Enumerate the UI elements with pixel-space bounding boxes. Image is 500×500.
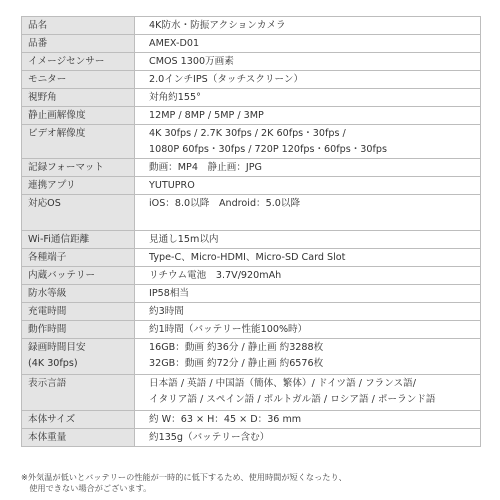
spec-value-text: 4K防水・防振アクションカメラ bbox=[149, 20, 286, 31]
spec-label bbox=[22, 339, 135, 375]
spec-value bbox=[135, 321, 481, 339]
spec-label bbox=[22, 35, 135, 53]
spec-value bbox=[135, 429, 481, 447]
spec-row bbox=[22, 177, 481, 195]
spec-value-text: 約 W：63 × H：45 × D：36 mm bbox=[149, 414, 302, 425]
spec-value-text: 日本語 / 英語 / 中国語（簡体、繁体）/ ドイツ語 / フランス語/ bbox=[149, 378, 416, 389]
spec-label-text: 各種端子 bbox=[28, 252, 67, 263]
spec-label-text: モニター bbox=[28, 74, 67, 85]
spec-label bbox=[22, 125, 135, 159]
spec-value bbox=[135, 107, 481, 125]
spec-row bbox=[22, 107, 481, 125]
footnote-line: 使用できない場合がございます。 bbox=[21, 483, 152, 493]
spec-label bbox=[22, 411, 135, 429]
spec-label bbox=[22, 107, 135, 125]
spec-value bbox=[135, 53, 481, 71]
spec-value-text: 2.0インチIPS（タッチスクリーン） bbox=[149, 74, 304, 85]
spec-value bbox=[135, 285, 481, 303]
spec-row bbox=[22, 303, 481, 321]
spec-value-text: 4K 30fps / 2.7K 30fps / 2K 60fps・30fps / bbox=[149, 128, 346, 139]
spec-label-text: 記録フォーマット bbox=[28, 162, 104, 173]
footnote bbox=[21, 472, 491, 494]
spec-label-text: 静止画解像度 bbox=[28, 110, 86, 121]
spec-label-text: 連携アプリ bbox=[28, 180, 76, 191]
spec-value-text: Type-C、Micro-HDMI、Micro-SD Card Slot bbox=[149, 252, 346, 263]
spec-value bbox=[135, 411, 481, 429]
spec-value bbox=[135, 89, 481, 107]
spec-value-text: 対角約155° bbox=[149, 92, 201, 103]
spec-label-text: 内蔵バッテリー bbox=[28, 270, 96, 281]
spec-value bbox=[135, 249, 481, 267]
spec-value bbox=[135, 339, 481, 375]
spec-label-text: ビデオ解像度 bbox=[28, 128, 86, 139]
spec-label-text: 品番 bbox=[28, 38, 48, 49]
spec-row bbox=[22, 285, 481, 303]
spec-row bbox=[22, 321, 481, 339]
spec-label bbox=[22, 285, 135, 303]
spec-label-text: 本体サイズ bbox=[28, 414, 76, 425]
spec-value-text: イタリア語 / スペイン語 / ポルトガル語 / ロシア語 / ポーランド語 bbox=[149, 394, 436, 405]
spec-value-text: 見通し15m以内 bbox=[149, 234, 219, 245]
spec-label bbox=[22, 159, 135, 177]
spec-label-text: 品名 bbox=[28, 20, 48, 31]
spec-row bbox=[22, 375, 481, 411]
spec-row bbox=[22, 17, 481, 35]
spec-label bbox=[22, 177, 135, 195]
spec-label-text: イメージセンサー bbox=[28, 56, 105, 67]
spec-row bbox=[22, 53, 481, 71]
spec-label bbox=[22, 249, 135, 267]
spec-row bbox=[22, 339, 481, 375]
spec-value-text: 32GB：動画 約72分 / 静止画 約6576枚 bbox=[149, 358, 324, 369]
spec-value bbox=[135, 375, 481, 411]
spec-value bbox=[135, 231, 481, 249]
spec-label bbox=[22, 195, 135, 231]
spec-label-text: 録画時間目安 bbox=[28, 342, 86, 353]
spec-row bbox=[22, 267, 481, 285]
spec-label-text: Wi-Fi通信距離 bbox=[28, 234, 90, 245]
spec-label-text: 動作時間 bbox=[28, 324, 67, 335]
spec-value-text: iOS：8.0以降 Android：5.0以降 bbox=[149, 198, 301, 209]
spec-row bbox=[22, 125, 481, 159]
spec-value-text: 約135g（バッテリー含む） bbox=[149, 432, 270, 443]
spec-row bbox=[22, 231, 481, 249]
spec-value-text: 16GB：動画 約36分 / 静止画 約3288枚 bbox=[149, 342, 324, 353]
spec-label-text: (4K 30fps) bbox=[28, 358, 78, 369]
spec-label bbox=[22, 89, 135, 107]
spec-row bbox=[22, 429, 481, 447]
spec-row bbox=[22, 195, 481, 231]
spec-value bbox=[135, 71, 481, 89]
spec-row bbox=[22, 411, 481, 429]
spec-row bbox=[22, 249, 481, 267]
spec-value-text: CMOS 1300万画素 bbox=[149, 56, 234, 67]
spec-label bbox=[22, 267, 135, 285]
spec-value-text: IP58相当 bbox=[149, 288, 190, 299]
spec-label bbox=[22, 17, 135, 35]
spec-value bbox=[135, 125, 481, 159]
spec-label-text: 防水等級 bbox=[28, 288, 67, 299]
spec-value bbox=[135, 17, 481, 35]
spec-value-text: 1080P 60fps・30fps / 720P 120fps・60fps・30fps bbox=[149, 144, 387, 155]
spec-label-text: 視野角 bbox=[28, 92, 57, 103]
spec-value-text: 約3時間 bbox=[149, 306, 184, 317]
spec-label bbox=[22, 231, 135, 249]
spec-label bbox=[22, 375, 135, 411]
spec-label bbox=[22, 303, 135, 321]
spec-label bbox=[22, 321, 135, 339]
footnote-line: ※外気温が低いとバッテリーの性能が一時的に低下するため、使用時間が短くなったり、 bbox=[21, 472, 347, 482]
spec-value bbox=[135, 159, 481, 177]
spec-label-text: 充電時間 bbox=[28, 306, 67, 317]
spec-value-text: YUTUPRO bbox=[149, 180, 195, 191]
spec-label bbox=[22, 71, 135, 89]
spec-value bbox=[135, 35, 481, 53]
spec-row bbox=[22, 35, 481, 53]
spec-value bbox=[135, 303, 481, 321]
spec-row bbox=[22, 71, 481, 89]
spec-table bbox=[21, 16, 481, 447]
spec-label-text: 表示言語 bbox=[28, 378, 67, 389]
spec-value-text: 動画：MP4 静止画：JPG bbox=[149, 162, 262, 173]
spec-value-text: 12MP / 8MP / 5MP / 3MP bbox=[149, 110, 264, 121]
spec-value bbox=[135, 267, 481, 285]
spec-value-text: AMEX-D01 bbox=[149, 38, 200, 49]
spec-row bbox=[22, 159, 481, 177]
spec-label-text: 本体重量 bbox=[28, 432, 67, 443]
spec-value bbox=[135, 195, 481, 231]
spec-label bbox=[22, 429, 135, 447]
spec-value-text: 約1時間（バッテリー性能100%時） bbox=[149, 324, 308, 335]
spec-value bbox=[135, 177, 481, 195]
spec-label-text: 対応OS bbox=[28, 198, 61, 209]
spec-label bbox=[22, 53, 135, 71]
spec-value-text: リチウム電池 3.7V/920mAh bbox=[149, 270, 282, 281]
spec-row bbox=[22, 89, 481, 107]
